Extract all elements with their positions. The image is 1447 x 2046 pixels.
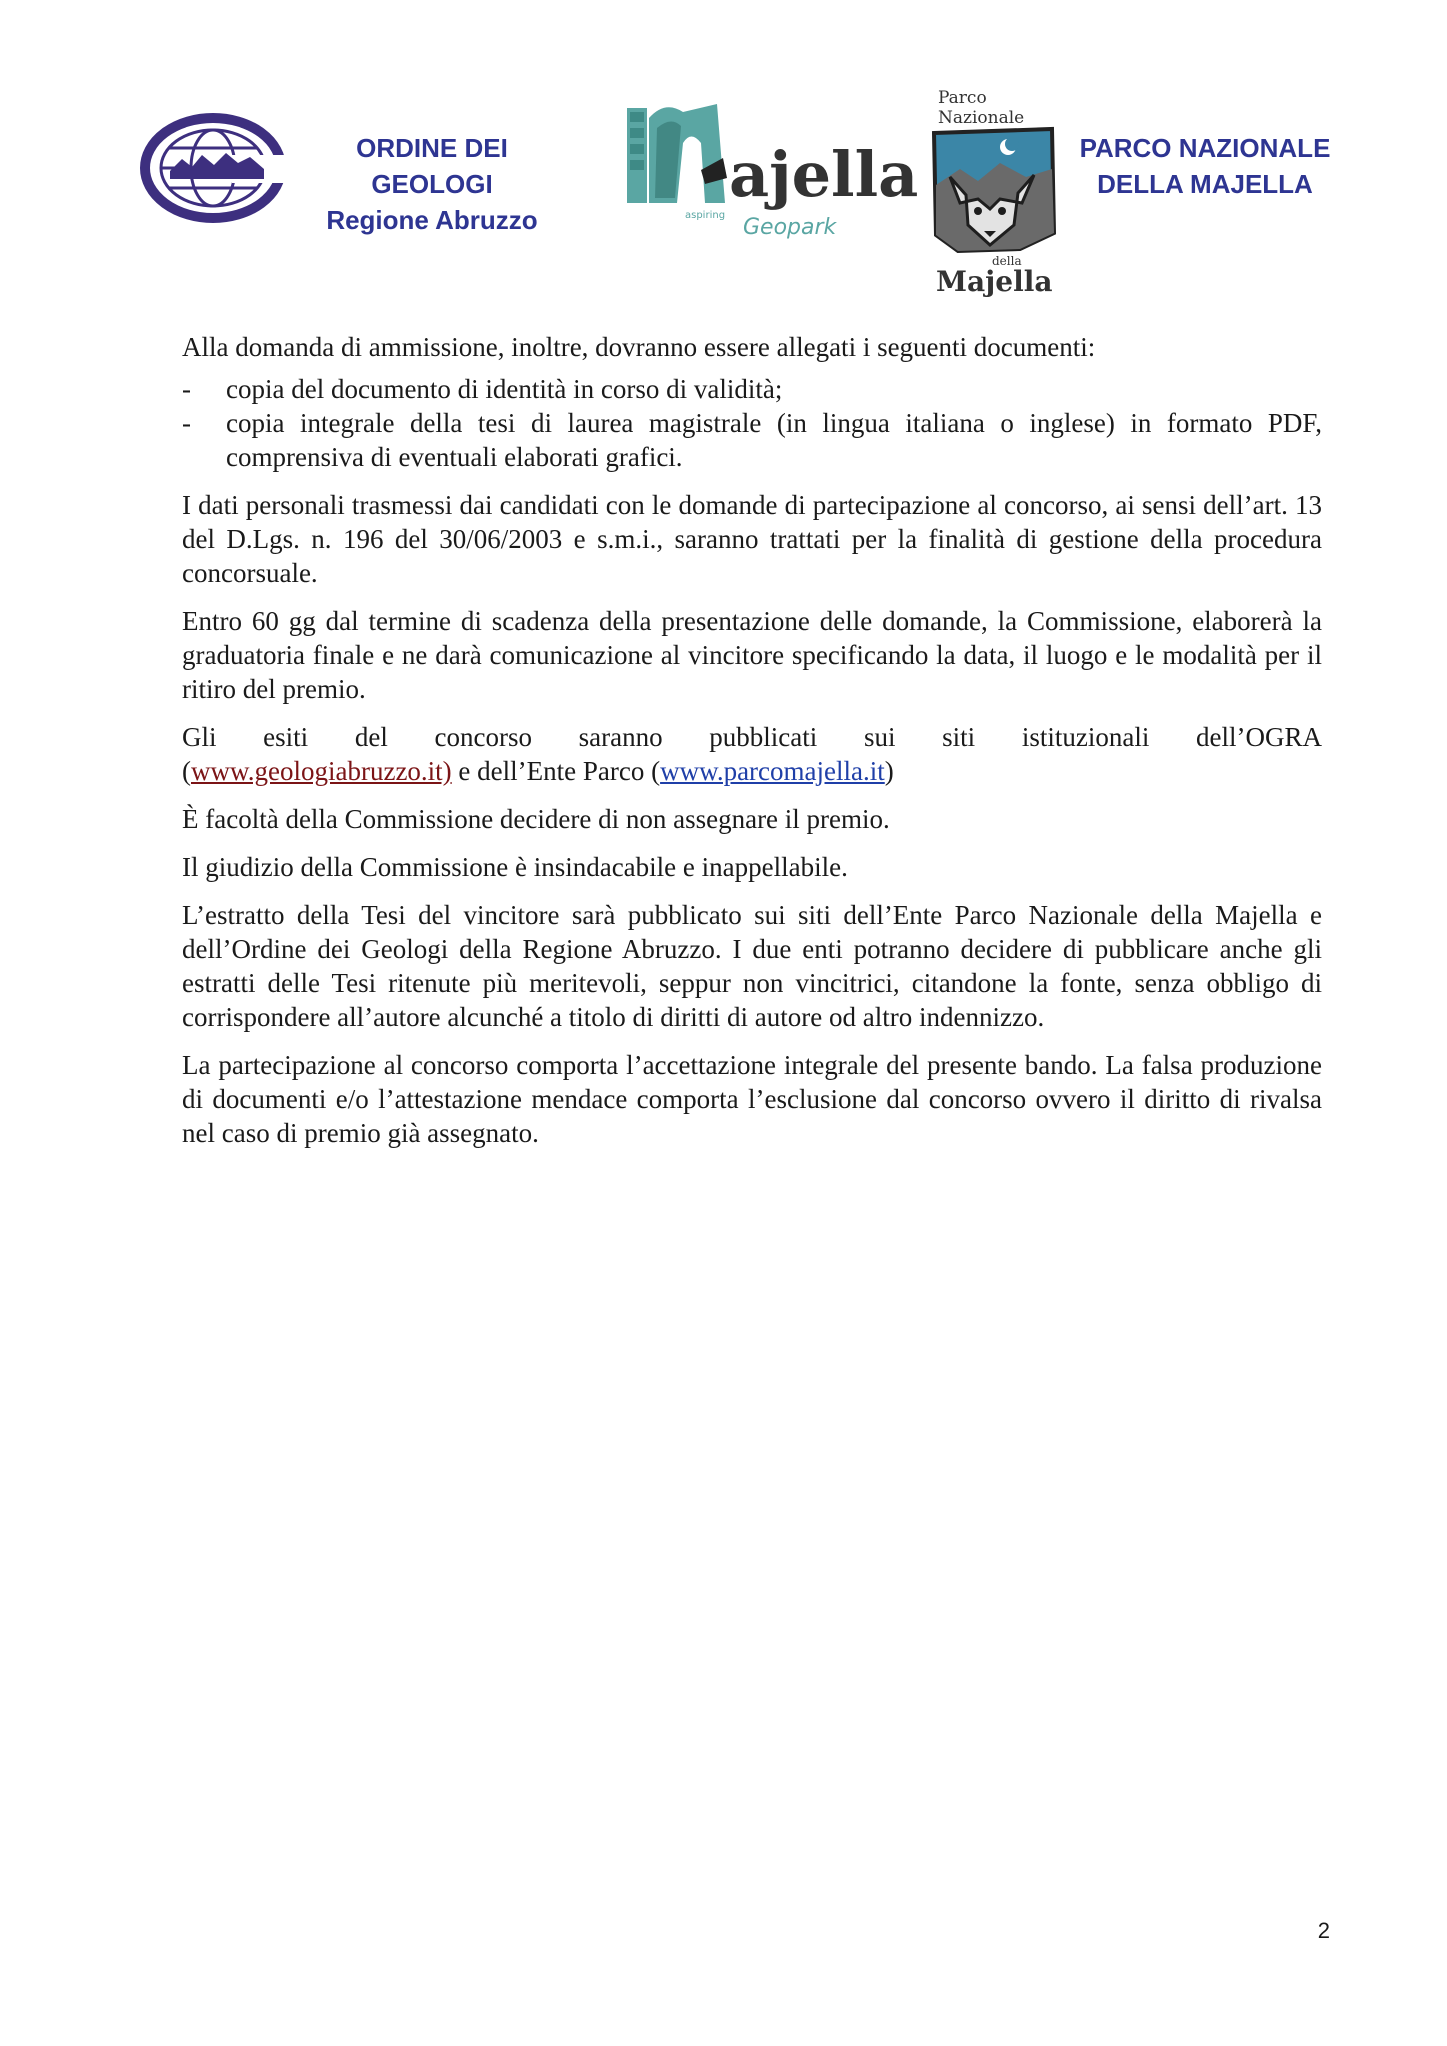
geopark-logo xyxy=(625,98,919,248)
list-marker: - xyxy=(182,408,191,438)
wolf-icon xyxy=(930,85,1058,298)
list-item-text: copia del documento di identità in corso di validità; xyxy=(226,374,783,404)
park-name xyxy=(1055,130,1355,202)
pnm-logo-wordmark: Majella xyxy=(936,265,1053,298)
results-mid-text: e dell’Ente Parco ( xyxy=(451,756,661,786)
judgment-paragraph: Il giudizio della Commissione è insindacabile e inappellabile. xyxy=(182,852,848,882)
list-item xyxy=(182,406,1322,474)
park-name-line1: PARCO NAZIONALE xyxy=(1079,133,1331,163)
park-website-link[interactable]: www.parcomajella.it xyxy=(660,756,885,786)
results-close-paren: ) xyxy=(884,756,894,786)
attachments-list xyxy=(182,372,1322,474)
ogra-name-line2: Regione Abruzzo xyxy=(326,205,538,235)
document-body xyxy=(182,330,1322,1164)
list-item-text: copia integrale della tesi di laurea magistrale (in lingua italiana o inglese) in formato PDF, comprensiva di eventuali elaborati grafici. xyxy=(226,408,1322,472)
pnm-logo-word1: Parco xyxy=(938,88,987,108)
ogra-name xyxy=(293,130,571,238)
letterhead xyxy=(0,0,1447,300)
results-line: Gli esiti del concorso saranno pubblicati sui siti istituzionali dell’OGRA xyxy=(182,722,1322,752)
publication-paragraph: L’estratto della Tesi del vincitore sarà pubblicato sui siti dell’Ente Parco Nazionale della Majella e dell’Ordine dei Geologi della Regione Abruzzo. I due enti potranno decidere di pubblicare anche gli estratti delle Tesi ritenute più meritevoli, seppur non vincitrici, citandone la fonte, senza obbligo di corrispondere all’autore alcunché a titolo di diritti di autore od altro indennizzo. xyxy=(182,900,1322,1032)
attachments-intro: Alla domanda di ammissione, inoltre, dovranno essere allegati i seguenti documenti: xyxy=(182,332,1096,362)
geopark-wordmark: ajella xyxy=(729,138,919,211)
list-marker: - xyxy=(182,374,191,404)
results-paragraph xyxy=(182,720,1322,788)
privacy-paragraph: I dati personali trasmessi dai candidati con le domande di partecipazione al concorso, ai sensi dell’art. 13 del D.Lgs. n. 196 del 30/06/2003 e s.m.i., saranno trattati per la finalità di gestione della procedura concorsuale. xyxy=(182,490,1322,588)
pnm-logo-della: della xyxy=(992,254,1022,268)
results-open-paren: ( xyxy=(182,756,191,786)
list-item xyxy=(182,372,1322,406)
park-name-line2: DELLA MAJELLA xyxy=(1097,169,1313,199)
geopark-aspiring: aspiring xyxy=(685,210,726,221)
ranking-paragraph: Entro 60 gg dal termine di scadenza della presentazione delle domande, la Commissione, elaborerà la graduatoria finale e ne darà comunicazione al vincitore specificando la data, il luogo e le modalità per il ritiro del premio. xyxy=(182,606,1322,704)
acceptance-paragraph: La partecipazione al concorso comporta l’accettazione integrale del presente bando. La falsa produzione di documenti e/o l’attestazione mendace comporta l’esclusione dal concorso ovvero il diritto di rivalsa nel caso di premio già assegnato. xyxy=(182,1050,1322,1148)
globe-icon xyxy=(140,113,285,223)
pnm-logo-word2: Nazionale xyxy=(938,108,1025,128)
discretion-paragraph: È facoltà della Commissione decidere di non assegnare il premio. xyxy=(182,804,890,834)
ogra-website-link[interactable]: www.geologiabruzzo.it) xyxy=(191,756,452,786)
page-number: 2 xyxy=(1317,1918,1330,1943)
geopark-sub: Geopark xyxy=(743,215,837,240)
ogra-name-line1: ORDINE DEI GEOLOGI xyxy=(356,133,508,199)
